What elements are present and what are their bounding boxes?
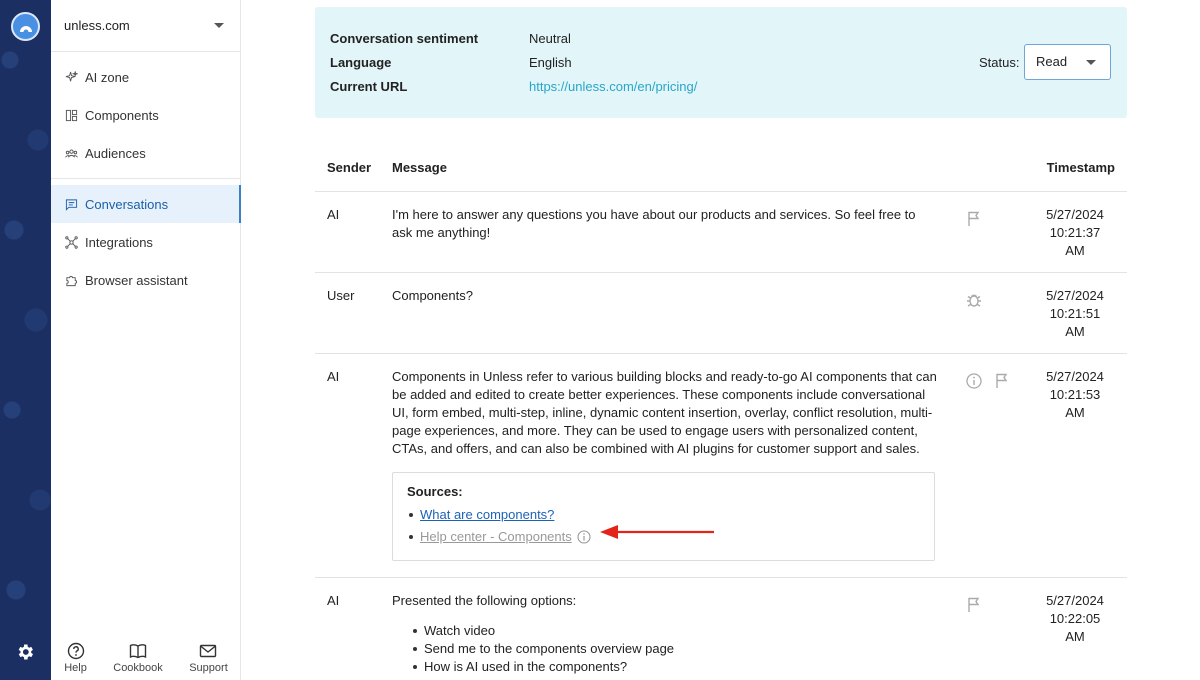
row-message: Components in Unless refer to various building blocks and ready-to-go AI components that can be added and edited to create better experiences. These components include conversational UI, form embed, multi-step, inline, dynamic content insertion, overlay, conflict resolution, multi-page experiences, and more. They can be used to engage users with personalized content, CTAs, and offers, and can also be combined with AI plugins for customer support and sales. <box>392 369 937 456</box>
unless-logo-icon[interactable] <box>11 12 40 41</box>
ts-time: 10:22:05 <box>1049 611 1101 626</box>
sidebar-item-label: Audiences <box>85 145 146 161</box>
option-item: Send me to the components overview page <box>411 640 937 658</box>
header-message: Message <box>392 160 447 175</box>
sidebar-item-audiences[interactable] <box>51 134 240 172</box>
row-message: Presented the following options: <box>392 593 577 608</box>
info-icon[interactable] <box>577 530 591 544</box>
row-sender: AI <box>327 207 340 222</box>
row-sender: AI <box>327 593 340 608</box>
messages-table <box>315 147 1127 680</box>
audiences-icon <box>64 146 78 160</box>
row-actions <box>965 210 983 228</box>
chevron-down-icon <box>1086 60 1096 65</box>
conversation-info-panel <box>315 7 1127 118</box>
support-label: Support <box>189 662 228 674</box>
sidebar-item-label: AI zone <box>85 69 130 85</box>
row-actions <box>965 372 1011 390</box>
sidebar-item-conversations[interactable] <box>51 185 240 223</box>
ts-ampm: AM <box>1065 324 1085 339</box>
row-actions <box>965 291 983 309</box>
annotation-arrow-icon <box>598 522 716 542</box>
flag-icon[interactable] <box>993 372 1011 390</box>
help-label: Help <box>64 662 87 674</box>
ts-date: 5/27/2024 <box>1046 288 1104 303</box>
sources-box <box>392 472 935 561</box>
nav-group-main <box>51 52 240 179</box>
ts-time: 10:21:51 <box>1049 306 1101 321</box>
help-link[interactable] <box>64 642 87 674</box>
row-message: I'm here to answer any questions you have about our products and services. So feel free to ask me anything! <box>392 207 916 240</box>
row-timestamp <box>1035 287 1115 341</box>
sidebar-item-components[interactable] <box>51 96 240 134</box>
sidebar-item-label: Browser assistant <box>85 272 188 288</box>
row-sender: AI <box>327 369 340 384</box>
current-url-link[interactable]: https://unless.com/en/pricing/ <box>529 79 698 94</box>
org-switcher[interactable] <box>51 0 240 52</box>
row-message: Components? <box>392 288 473 303</box>
ts-time: 10:21:37 <box>1049 225 1101 240</box>
ts-date: 5/27/2024 <box>1046 593 1104 608</box>
option-item: Watch video <box>411 622 937 640</box>
language-label: Language <box>330 55 392 70</box>
support-link[interactable] <box>189 642 228 674</box>
status-value: Read <box>1036 54 1068 69</box>
chevron-down-icon <box>214 23 224 28</box>
main-content <box>241 0 1200 680</box>
ts-date: 5/27/2024 <box>1046 207 1104 222</box>
options-list <box>392 622 937 676</box>
status-label: Status: <box>979 55 1020 70</box>
ts-date: 5/27/2024 <box>1046 369 1104 384</box>
bug-icon[interactable] <box>965 291 983 309</box>
components-icon <box>64 108 78 122</box>
table-row <box>315 192 1127 273</box>
source-link[interactable]: Help center - Components <box>420 529 572 544</box>
language-value: English <box>529 55 572 70</box>
row-message-container <box>392 592 937 676</box>
header-timestamp: Timestamp <box>1046 160 1115 175</box>
nav-group-secondary <box>51 179 240 305</box>
ts-ampm: AM <box>1065 405 1085 420</box>
row-timestamp <box>1035 592 1115 646</box>
mail-icon <box>199 642 217 660</box>
flag-icon[interactable] <box>965 596 983 614</box>
option-item: How is AI used in the components? <box>411 658 937 676</box>
integrations-icon <box>64 235 78 249</box>
cookbook-label: Cookbook <box>113 662 163 674</box>
sidebar-item-label: Components <box>85 107 159 123</box>
flag-icon[interactable] <box>965 210 983 228</box>
sidebar-item-label: Integrations <box>85 234 153 250</box>
ts-time: 10:21:53 <box>1049 387 1101 402</box>
sidebar-item-integrations[interactable] <box>51 223 240 261</box>
sources-title: Sources: <box>407 484 463 499</box>
source-link[interactable]: What are components? <box>420 507 555 522</box>
row-timestamp <box>1035 206 1115 260</box>
org-name: unless.com <box>64 18 130 33</box>
header-sender: Sender <box>327 160 372 175</box>
status-select[interactable] <box>1024 44 1111 80</box>
cookbook-link[interactable] <box>113 642 163 674</box>
table-header <box>315 147 1127 192</box>
sidebar-item-label: Conversations <box>85 196 169 212</box>
ts-ampm: AM <box>1065 243 1085 258</box>
sparkle-icon <box>64 70 78 84</box>
sentiment-value: Neutral <box>529 31 571 46</box>
app-rail <box>0 0 51 680</box>
ts-ampm: AM <box>1065 629 1085 644</box>
table-row <box>315 273 1127 354</box>
sidebar-footer-links <box>51 642 241 674</box>
sidebar-item-browser-assistant[interactable] <box>51 261 240 299</box>
chat-icon <box>64 197 78 211</box>
sentiment-label: Conversation sentiment <box>330 31 479 46</box>
book-icon <box>129 642 147 660</box>
row-actions <box>965 596 983 614</box>
table-row <box>315 578 1127 680</box>
row-sender: User <box>327 288 355 303</box>
sidebar <box>51 0 241 680</box>
sidebar-item-ai-zone[interactable] <box>51 58 240 96</box>
info-icon[interactable] <box>965 372 983 390</box>
puzzle-icon <box>64 273 78 287</box>
table-row <box>315 354 1127 578</box>
settings-gear-icon[interactable] <box>15 642 35 662</box>
url-label: Current URL <box>330 79 408 94</box>
row-timestamp <box>1035 368 1115 422</box>
help-icon <box>67 642 85 660</box>
